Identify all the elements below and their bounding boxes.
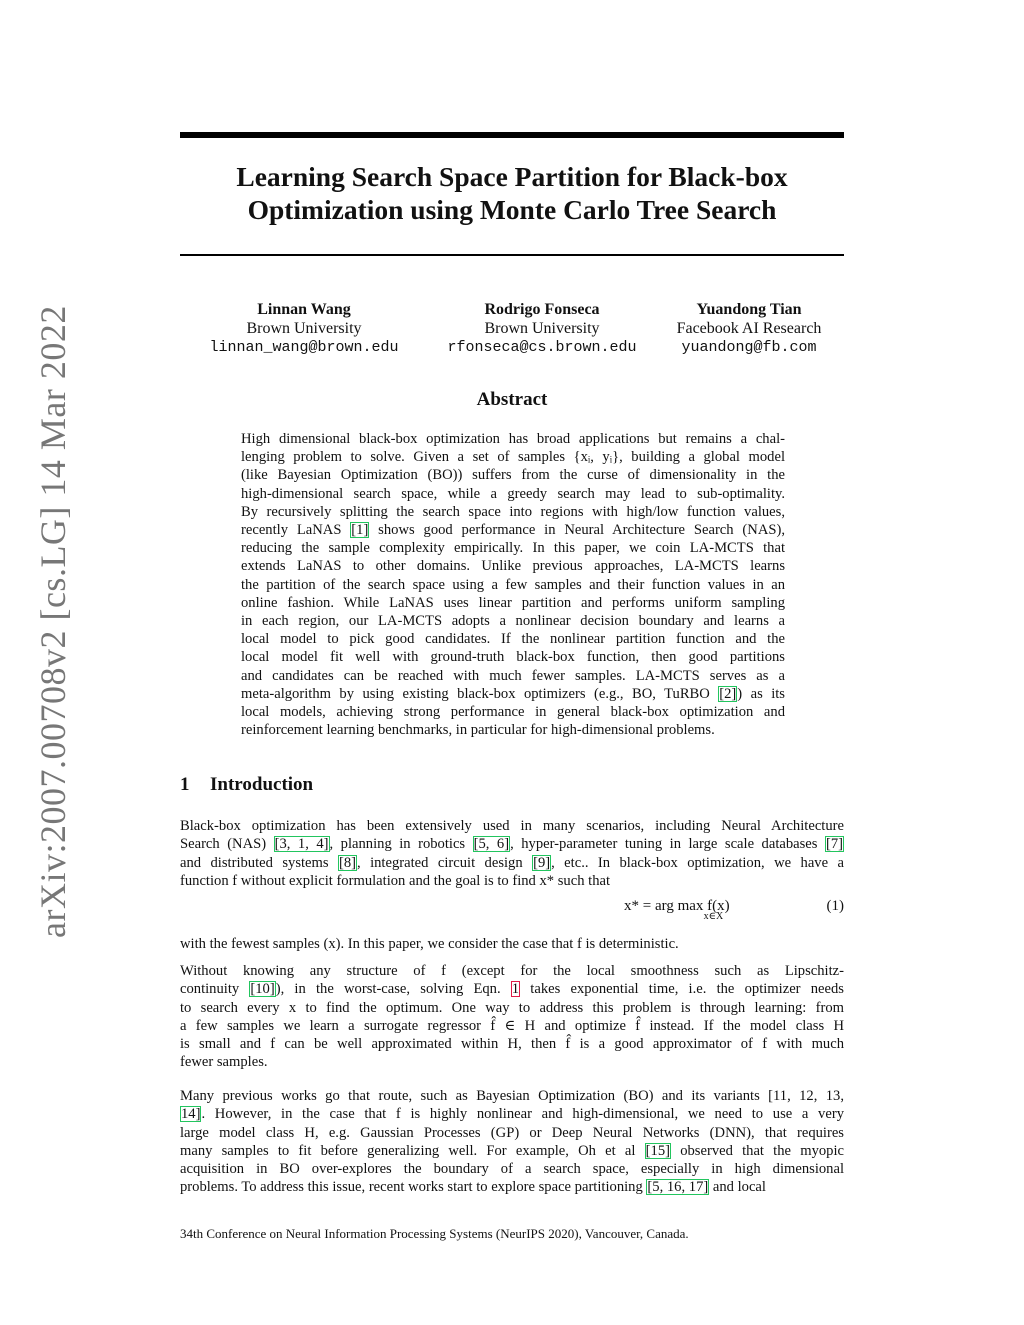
author-name: Yuandong Tian: [696, 301, 802, 318]
citation-link[interactable]: [5, 6]: [473, 836, 510, 853]
paragraph-line: reinforcement learning benchmarks, in particular for high-dimensional problems.: [241, 722, 715, 739]
intro-paragraph-3: [180, 962, 844, 1072]
citation-link[interactable]: [8]: [338, 854, 357, 871]
equation-lhs: x* = arg max f(x): [624, 898, 730, 914]
author-name: Linnan Wang: [257, 301, 351, 318]
equation-expression: [624, 898, 730, 922]
paragraph-line: continuity [10]), in the worst-case, solving Eqn. 1 takes exponential time, i.e. the optimizer needs: [180, 981, 844, 998]
paragraph-line: 14]. However, in the case that f is highly nonlinear and high-dimensional, we need to use a very: [181, 1106, 844, 1123]
author-email[interactable]: rfonseca@cs.brown.edu: [447, 339, 637, 356]
citation-link[interactable]: [10]: [250, 981, 275, 998]
citation-link[interactable]: [15]: [645, 1142, 670, 1159]
paragraph-line: High dimensional black-box optimization has broad applications but remains a chal-: [241, 431, 785, 447]
equation-link[interactable]: 1: [511, 981, 520, 998]
intro-paragraph-4: [180, 1087, 844, 1197]
author-name: Rodrigo Fonseca: [484, 301, 600, 318]
intro-paragraph-2: [180, 935, 844, 953]
title-top-rule: [180, 132, 844, 138]
paragraph-line: large model class H, e.g. Gaussian Processes (GP) or Deep Neural Networks (DNN), that requires: [180, 1124, 844, 1141]
paragraph-line: and distributed systems [8], integrated circuit design [9], etc.. In black-box optimization, we have a: [180, 854, 844, 871]
paragraph-line: Without knowing any structure of f (except for the local smoothness such as Lipschitz-: [180, 963, 844, 979]
author-block: [430, 300, 654, 357]
paragraph-line: By recursively splitting the search space into regions with high/low function values,: [241, 503, 785, 520]
paragraph-line: local model to pick good candidates. If the nonlinear partition function and the: [241, 631, 785, 648]
section-number: 1: [180, 774, 190, 795]
author-block: [664, 300, 834, 357]
abstract-body: [241, 430, 785, 739]
equation-subscript: x∈X: [703, 911, 724, 922]
paragraph-line: and candidates can be reached with much fewer samples. LA-MCTS serves as a: [241, 667, 785, 684]
citation-link[interactable]: [2]: [719, 685, 737, 702]
paragraph-line: problems. To address this issue, recent works start to explore space partitioning [5, 16, 17] and local: [180, 1179, 766, 1196]
paragraph-line: recently LaNAS [1] shows good performance in Neural Architecture Search (NAS),: [241, 522, 785, 539]
paragraph-line: (like Bayesian Optimization (BO)) suffers from the curse of dimensionality in the: [241, 467, 785, 484]
equation-number: (1): [826, 898, 844, 914]
paragraph-line: function f without explicit formulation and the goal is to find x* such that: [180, 872, 611, 889]
paragraph-line: local model fit well with ground-truth black-box function, then good partitions: [241, 649, 785, 666]
paragraph-line: Many previous works go that route, such as Bayesian Optimization (BO) and its variants [11, 12, 13,: [180, 1088, 844, 1104]
paragraph-line: local models, achieving strong performance in general black-box optimization and: [241, 704, 785, 721]
paragraph-line: extends LaNAS to other domains. Unlike previous approaches, LA-MCTS learns: [241, 558, 785, 575]
paragraph-line: in each region, our LA-MCTS adopts a nonlinear decision boundary and learns a: [241, 613, 785, 630]
section-title: Introduction: [210, 774, 314, 795]
citation-link[interactable]: [7]: [825, 836, 843, 853]
section-heading-introduction: [180, 774, 313, 796]
equation-1: [180, 898, 844, 924]
citation-link[interactable]: [1]: [351, 522, 369, 539]
paragraph-line: high-dimensional search space, while a greedy search may lead to sub-optimality.: [241, 485, 785, 502]
author-affiliation: Brown University: [484, 320, 600, 337]
author-affiliation: Facebook AI Research: [676, 320, 822, 337]
intro-paragraph-1: [180, 817, 844, 890]
paragraph-line: with the fewest samples (x). In this paper, we consider the case that f is deterministic.: [180, 936, 679, 952]
author-email[interactable]: linnan_wang@brown.edu: [209, 339, 399, 356]
paragraph-line: reducing the sample complexity empirically. In this paper, we coin LA-MCTS that: [241, 540, 785, 557]
arxiv-identifier: arXiv:2007.00708v2 [cs.LG] 14 Mar 2022: [33, 305, 73, 938]
paragraph-line: is small and f can be well approximated within H, then f̂ is a good approximator of f with much: [180, 1036, 844, 1053]
title-bottom-rule: [180, 254, 844, 256]
title-line: Optimization using Monte Carlo Tree Search: [247, 194, 777, 225]
citation-link[interactable]: [5, 16, 17]: [647, 1179, 709, 1196]
paragraph-line: lenging problem to solve. Given a set of samples {xᵢ, yᵢ}, building a global model: [241, 449, 785, 466]
paragraph-line: acquisition in BO over-explores the boundary of a search space, especially in high dimensional: [180, 1161, 844, 1178]
paragraph-line: fewer samples.: [180, 1054, 268, 1071]
citation-link[interactable]: [9]: [533, 854, 551, 871]
paragraph-line: meta-algorithm by using existing black-box optimizers (e.g., BO, TuRBO [2]) as its: [241, 685, 785, 702]
author-email[interactable]: yuandong@fb.com: [681, 339, 817, 356]
author-block: [196, 300, 412, 357]
paragraph-line: to search every x to find the optimum. One way to address this problem is through learning: from: [180, 999, 844, 1016]
paragraph-line: Black-box optimization has been extensively used in many scenarios, including Neural Architecture: [180, 818, 844, 834]
paragraph-line: a few samples we learn a surrogate regressor f̂ ∈ H and optimize f̂ instead. If the model class H: [180, 1017, 844, 1034]
author-affiliation: Brown University: [246, 320, 362, 337]
paragraph-line: Search (NAS) [3, 1, 4], planning in robotics [5, 6], hyper-parameter tuning in large scale databases [7]: [180, 836, 843, 853]
citation-link[interactable]: [3, 1, 4]: [274, 836, 329, 853]
title-line: Learning Search Space Partition for Black-box: [236, 161, 788, 192]
paragraph-line: online fashion. While LaNAS uses linear partition and performs uniform sampling: [241, 594, 785, 611]
citation-link[interactable]: 14]: [181, 1106, 201, 1123]
paper-title: [180, 160, 844, 226]
paragraph-line: many samples to fit before generalizing well. For example, Oh et al [15] observed that the myopic: [180, 1142, 844, 1159]
abstract-heading: Abstract: [476, 389, 548, 410]
footnote: 34th Conference on Neural Information Processing Systems (NeurIPS 2020), Vancouver, Canada.: [180, 1226, 689, 1241]
paragraph-line: the partition of the search space using a few samples and their function values in an: [241, 576, 785, 593]
